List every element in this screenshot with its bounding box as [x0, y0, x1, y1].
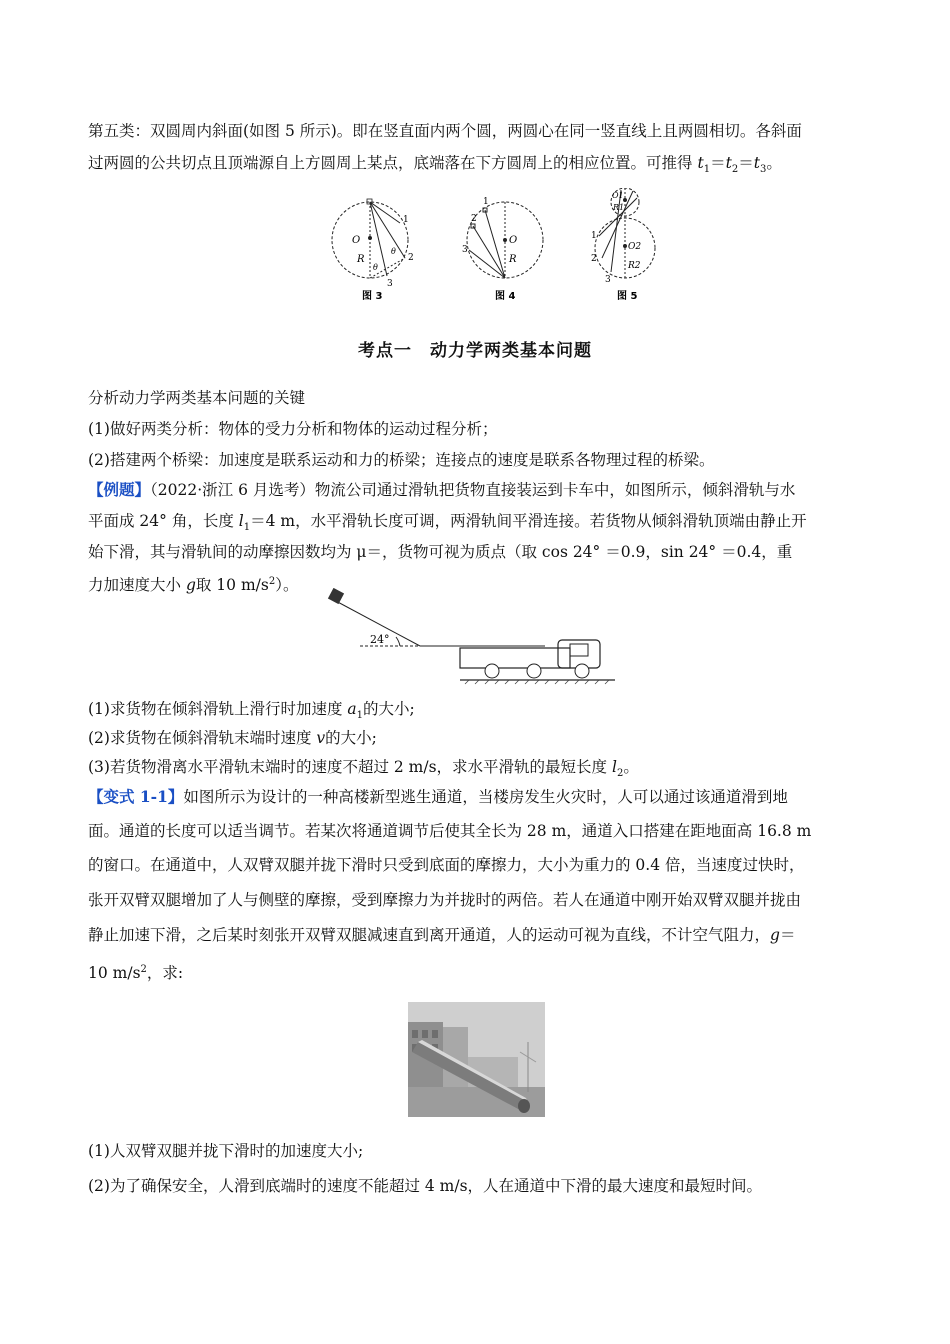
fig4-label-2: 2 — [471, 214, 477, 224]
circle-incline-figures — [325, 188, 665, 308]
fig5-caption: 图 5 — [617, 291, 638, 302]
fig3-label-theta: θ — [391, 247, 396, 256]
cargo-box — [328, 588, 344, 604]
variant-question-2: (2)为了确保安全，人滑到底端时的速度不能超过 4 m/s，人在通道中下滑的最大速度和最短时间。 — [88, 1177, 763, 1195]
variant-question-1: (1)人双臂双腿并拢下滑时的加速度大小; — [88, 1142, 364, 1160]
escape-slide-photo — [408, 1002, 545, 1117]
variant-line-6: 10 $m/s^2$，求: — [88, 964, 184, 983]
variant-line-5: 静止加速下滑，之后某时刻张开双臂双腿减速直到离开通道，人的运动可视为直线，不计空气阻力，g＝ — [88, 926, 796, 944]
fig3-label-3: 3 — [387, 279, 393, 289]
example-question-1: (1)求货物在倾斜滑轨上滑行时加速度 $a_1$的大小; — [88, 700, 415, 722]
intro-line-1: 第五类：双圆周内斜面(如图 5 所示)。即在竖直面内两个圆，两圆心在同一竖直线上且两圆相切。各斜面 — [88, 122, 802, 140]
fig3-label-1: 1 — [403, 215, 409, 225]
fig5-label-R2: R2 — [628, 261, 641, 271]
fig5-label-O2: O2 — [628, 242, 642, 252]
fig5-label-1: 1 — [591, 231, 597, 241]
fig5-label-O1: O1 — [612, 191, 624, 200]
example-tag: 【例题】 — [88, 480, 151, 499]
fig4-label-O: O — [509, 235, 518, 246]
fig5-label-3: 3 — [605, 275, 611, 285]
analysis-point-1: (1)做好两类分析：物体的受力分析和物体的运动过程分析； — [88, 420, 498, 438]
variant-line-3: 的窗口。在通道中，人双臂双腿并拢下滑时只受到底面的摩擦力，大小为重力的 0.4 倍，当速度过快时， — [88, 856, 805, 874]
example-line-2: 平面成 24° 角，长度 $l_1=4$ m，水平滑轨长度可调，两滑轨间平滑连接。若货物从倾斜滑轨顶端由静止开 — [88, 512, 807, 534]
variant-line-1: 【变式 1-1】如图所示为设计的一种高楼新型逃生通道，当楼房发生火灾时，人可以通过该通道滑到地 — [88, 787, 788, 806]
analysis-point-2: (2)搭建两个桥梁：加速度是联系运动和力的桥梁；连接点的速度是联系各物理过程的桥梁。 — [88, 451, 715, 469]
fig5-label-2: 2 — [591, 254, 597, 264]
fig3-label-O: O — [352, 235, 361, 246]
fig4-label-1: 1 — [483, 197, 489, 207]
fig4-label-R: R — [509, 254, 517, 265]
variant-line-2: 面。通道的长度可以适当调节。若某次将通道调节后使其全长为 28 m，通道入口搭建在距地面高 16.8 m — [88, 822, 812, 840]
analysis-title: 分析动力学两类基本问题的关键 — [88, 389, 306, 407]
figure-5 — [595, 188, 655, 278]
fig3-label-2: 2 — [408, 253, 414, 263]
example-line-4: 力加速度大小 g取 10 $m/s^2$）。 — [88, 576, 299, 595]
example-question-3: (3)若货物滑离水平滑轨末端时的速度不超过 2 m/s，求水平滑轨的最短长度 $l_2$。 — [88, 758, 639, 780]
variant-line-4: 张开双臂双腿增加了人与侧壁的摩擦，受到摩擦力为并拢时的两倍。若人在通道中刚开始双臂双腿并拢由 — [88, 891, 802, 909]
fig3-label-theta-2: θ — [373, 263, 378, 272]
figure-3 — [332, 199, 408, 278]
section-heading: 考点一 动力学两类基本问题 — [358, 341, 592, 361]
example-question-2: (2)求货物在倾斜滑轨末端时速度 v的大小; — [88, 729, 377, 747]
variant-tag: 【变式 1-1】 — [88, 787, 184, 806]
angle-label: 24° — [370, 633, 390, 646]
slide-truck-diagram — [320, 588, 620, 688]
fig4-caption: 图 4 — [495, 291, 516, 302]
fig3-caption: 图 3 — [362, 291, 383, 302]
example-line-1: 【例题】（2022·浙江 6 月选考）物流公司通过滑轨把货物直接装运到卡车中，如图所示，倾斜滑轨与水 — [88, 480, 796, 499]
example-line-3: 始下滑，其与滑轨间的动摩擦因数均为 μ＝，货物可视为质点（取 cos 24° ＝0.9，sin 24° ＝0.4，重 — [88, 543, 793, 561]
fig4-label-3: 3 — [462, 245, 468, 255]
fig5-label-R1: R1 — [613, 203, 625, 212]
intro-line-2: 过两圆的公共切点且顶端源自上方圆周上某点，底端落在下方圆周上的相应位置。可推得 $t_1=t_2=t_3$。 — [88, 154, 782, 176]
figure-4 — [467, 202, 543, 278]
fig3-label-R: R — [357, 254, 365, 265]
